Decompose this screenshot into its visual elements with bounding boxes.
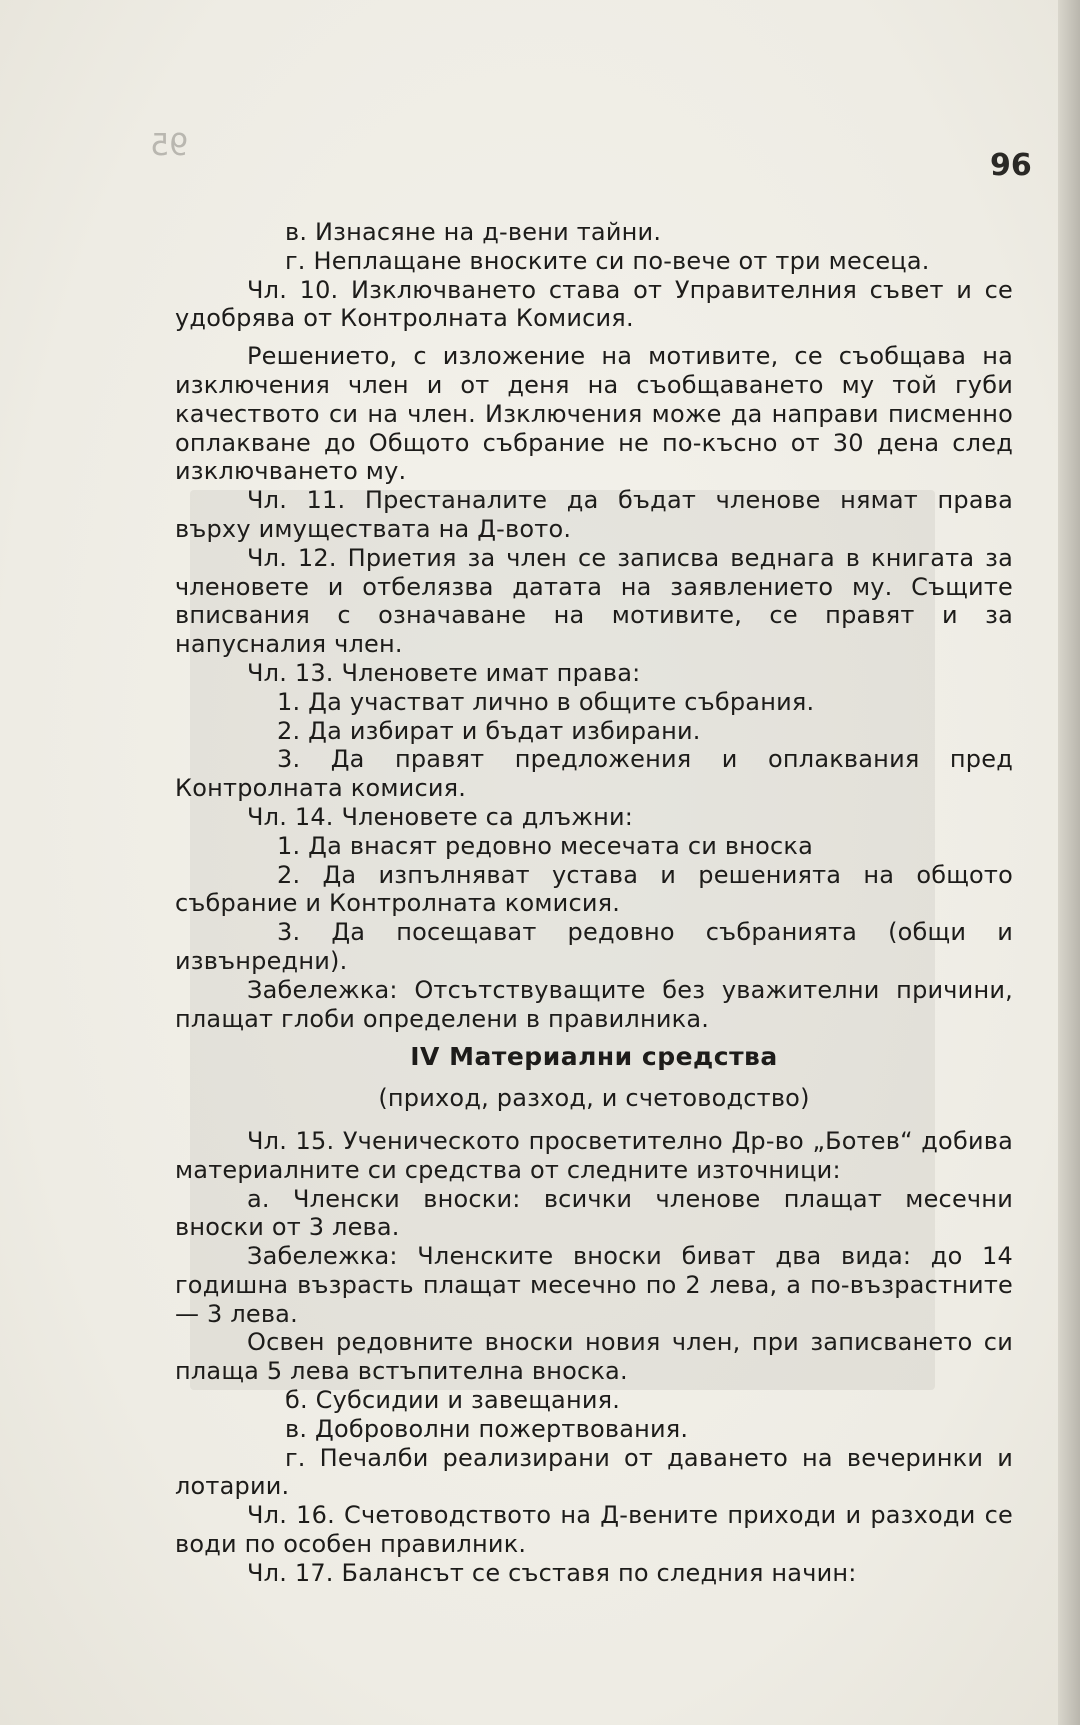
- article-16: Чл. 16. Счетоводството на Д-вените приходи и разходи се води по особен правилник.: [175, 1501, 1013, 1559]
- page-number: 96: [990, 148, 1032, 183]
- document-body: [175, 218, 1013, 1588]
- note: Забележка: Членските вноски биват два вида: до 14 годишна възрасть плащат месечно по 2 лева, а по-възрастните — 3 лева.: [175, 1242, 1013, 1328]
- paragraph: Решението, с изложение на мотивите, се съобщава на изключения член и от деня на съобщаването му той губи качеството си на член. Изключения може да направи писменно оплакване до Общото събрание не по-късно от 30 дена след изключването му.: [175, 342, 1013, 486]
- section-subheading: (приход, разход, и счетоводство): [378, 1084, 810, 1113]
- list-item: 3. Да правят предложения и оплаквания пред Контролната комисия.: [175, 745, 1013, 803]
- list-item: 1. Да внасят редовно месечата си вноска: [277, 831, 813, 860]
- list-item: 3. Да посещават редовно събранията (общи и извънредни).: [175, 918, 1013, 975]
- list-item: 1. Да участват лично в общите събрания.: [277, 687, 815, 716]
- note: Забележка: Отсътствуващите без уважителни причини, плащат глоби определени в правилника.: [175, 975, 1013, 1033]
- list-item: 2. Да избират и бъдат избирани.: [277, 716, 701, 745]
- article-11: Чл. 11. Престаналите да бъдат членове нямат права върху имуществата на Д-вото.: [175, 486, 1013, 543]
- article-14: Чл. 14. Членовете са длъжни:: [247, 802, 634, 831]
- paragraph: Освен редовните вноски новия член, при записването си плаща 5 лева встъпителна вноска.: [175, 1328, 1013, 1386]
- list-item: 2. Да изпълняват устава и решенията на общото събрание и Контролната комисия.: [175, 860, 1013, 918]
- page-edge-shadow: [1058, 0, 1080, 1725]
- article-10: Чл. 10. Изключването става от Управителния съвет и се удобрява от Контролната Комисия.: [175, 275, 1013, 333]
- paragraph: г. Неплащане вноските си по-вече от три месеца.: [285, 246, 930, 275]
- list-item: а. Членски вноски: всички членове плащат месечни вноски от 3 лева.: [175, 1184, 1013, 1242]
- article-12: Чл. 12. Приетия за член се записва веднага в книгата за членовете и отбелязва датата на заявлението му. Същите вписвания с означаване на мотивите, се правят и за напусналия член.: [175, 543, 1013, 659]
- list-item: г. Печалби реализирани от даването на вечеринки и лотарии.: [175, 1443, 1013, 1501]
- article-13: Чл. 13. Членовете имат права:: [247, 658, 641, 687]
- list-item: в. Доброволни пожертвования.: [285, 1414, 689, 1443]
- bleed-through-page-number: 95: [150, 128, 189, 163]
- section-heading: IV Материални средства: [410, 1042, 778, 1072]
- article-17: Чл. 17. Балансът се съставя по следния начин:: [247, 1558, 857, 1587]
- list-item: б. Субсидии и завещания.: [285, 1386, 621, 1415]
- article-15: Чл. 15. Ученическото просветително Др-во „Ботев“ добива материалните си средства от следните източници:: [175, 1126, 1013, 1184]
- paragraph: в. Изнасяне на д-вени тайни.: [285, 218, 662, 246]
